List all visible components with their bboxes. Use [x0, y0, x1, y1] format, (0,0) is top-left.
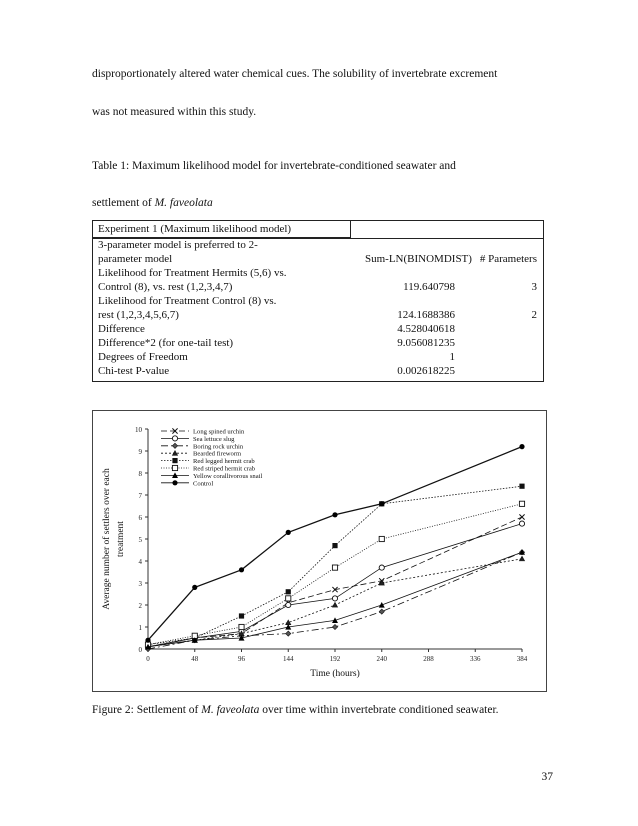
data-point-bearded-fireworm — [519, 556, 524, 561]
table-col-header-params: # Parameters — [479, 253, 537, 265]
x-tick-label: 336 — [470, 655, 481, 663]
table-caption-line-2 — [92, 197, 213, 209]
y-tick-label: 0 — [138, 646, 142, 654]
legend-marker-control — [172, 480, 177, 485]
table-row-2-label-1: Likelihood for Treatment Hermits (5,6) vs. — [98, 267, 287, 279]
data-point-control — [379, 501, 384, 506]
figure-caption-prefix: Figure 2: Settlement of — [92, 704, 202, 716]
legend-label-control: Control — [193, 480, 214, 488]
data-point-red-striped-hermit-crab — [286, 596, 291, 601]
legend-label-boring-rock-urchin: Boring rock urchin — [193, 443, 244, 451]
x-tick-label: 96 — [238, 655, 245, 663]
table-row-6-label: Degrees of Freedom — [98, 351, 188, 363]
table-row-3-params: 2 — [531, 309, 537, 321]
data-point-red-striped-hermit-crab — [239, 624, 244, 629]
legend-label-red-legged-hermit-crab: Red legged hermit crab — [193, 458, 255, 466]
data-point-red-striped-hermit-crab — [519, 501, 524, 506]
table-caption-prefix: settlement of — [92, 197, 155, 209]
table-row-7-sum: 0.002618225 — [397, 365, 455, 377]
x-tick-label: 240 — [376, 655, 387, 663]
series-line-red-striped-hermit-crab — [148, 504, 522, 645]
table-row-1-label-2: parameter model — [98, 253, 173, 265]
y-tick-label: 5 — [138, 536, 142, 544]
table-row-3-sum: 124.1688386 — [397, 309, 455, 321]
y-tick-label: 10 — [135, 426, 142, 434]
data-point-red-legged-hermit-crab — [286, 589, 291, 594]
data-point-yellow-corallivorous-snail — [332, 617, 338, 623]
data-point-long-spined-urchin — [519, 514, 524, 519]
table-row-5-label: Difference*2 (for one-tail test) — [98, 337, 234, 349]
data-point-control — [192, 585, 197, 590]
data-point-control — [519, 444, 524, 449]
data-point-boring-rock-urchin — [379, 609, 384, 614]
table-row-3-label-1: Likelihood for Treatment Control (8) vs. — [98, 295, 277, 307]
y-tick-label: 4 — [138, 558, 142, 566]
x-tick-label: 384 — [516, 655, 528, 663]
table-row-1-label-1: 3-parameter model is preferred to 2- — [98, 239, 258, 251]
data-point-boring-rock-urchin — [332, 624, 337, 629]
table-header-cell — [93, 221, 351, 238]
x-axis-label: Time (hours) — [310, 669, 360, 679]
data-point-yellow-corallivorous-snail — [379, 602, 385, 608]
table-row-3-label-2: rest (1,2,3,4,5,6,7) — [98, 309, 179, 321]
data-point-bearded-fireworm — [332, 602, 337, 607]
table-header: Experiment 1 (Maximum likelihood model) — [98, 223, 292, 235]
legend-marker-red-legged-hermit-crab — [172, 458, 177, 463]
figure-caption-suffix: over time within invertebrate conditioned seawater. — [259, 704, 499, 716]
data-point-sea-lettuce-slug — [286, 602, 291, 607]
figure-caption-species: M. faveolata — [201, 704, 260, 716]
legend-label-sea-lettuce-slug: Sea lettuce slug — [193, 435, 235, 443]
data-point-red-legged-hermit-crab — [519, 484, 524, 489]
data-point-red-legged-hermit-crab — [239, 613, 244, 618]
y-axis-label-line-2: treatment — [116, 521, 126, 557]
x-tick-label: 48 — [191, 655, 199, 663]
data-point-control — [145, 638, 150, 643]
table-row-4-sum: 4.528040618 — [397, 323, 455, 335]
legend-label-yellow-corallivorous-snail: Yellow corallivorous snail — [193, 472, 263, 480]
data-point-sea-lettuce-slug — [519, 521, 524, 526]
data-point-control — [239, 567, 244, 572]
table-row-6-sum: 1 — [449, 351, 455, 363]
legend-label-bearded-fireworm: Bearded fireworm — [193, 450, 242, 458]
settlement-chart-frame — [92, 410, 547, 692]
body-text-line-1: disproportionately altered water chemical cues. The solubility of invertebrate excrement — [92, 68, 498, 80]
y-tick-label: 3 — [138, 580, 142, 588]
x-tick-label: 0 — [146, 655, 150, 663]
data-point-sea-lettuce-slug — [379, 565, 384, 570]
table-caption-species: M. faveolata — [154, 197, 213, 209]
data-point-red-striped-hermit-crab — [332, 565, 337, 570]
settlement-chart — [93, 411, 546, 691]
x-tick-label: 288 — [423, 655, 434, 663]
data-point-control — [286, 530, 291, 535]
page-number: 37 — [541, 771, 553, 783]
y-tick-label: 2 — [138, 602, 142, 610]
y-tick-label: 9 — [138, 448, 142, 456]
table-row-4-label: Difference — [98, 323, 145, 335]
legend-label-red-striped-hermit-crab: Red striped hermit crab — [193, 465, 256, 473]
figure-caption — [92, 704, 499, 716]
data-point-control — [332, 512, 337, 517]
x-tick-label: 192 — [329, 655, 341, 663]
y-tick-label: 6 — [138, 514, 142, 522]
legend-marker-red-striped-hermit-crab — [172, 465, 177, 470]
table-col-header-sum: Sum-LN(BINOMDIST) — [365, 253, 472, 265]
table-row-5-sum: 9.056081235 — [397, 337, 455, 349]
legend-marker-boring-rock-urchin — [172, 443, 177, 448]
table-row-7-label: Chi-test P-value — [98, 365, 170, 377]
legend-marker-sea-lettuce-slug — [172, 436, 177, 441]
x-tick-label: 144 — [283, 655, 294, 663]
data-point-red-legged-hermit-crab — [332, 543, 337, 548]
body-text-line-2: was not measured within this study. — [92, 106, 257, 118]
likelihood-table — [92, 220, 544, 382]
table-caption-line-1: Table 1: Maximum likelihood model for invertebrate-conditioned seawater and — [92, 160, 456, 172]
y-tick-label: 1 — [138, 624, 142, 632]
table-row-2-sum: 119.640798 — [403, 281, 455, 293]
data-point-boring-rock-urchin — [286, 631, 291, 636]
table-row-2-params: 3 — [531, 281, 537, 293]
y-tick-label: 7 — [138, 492, 142, 500]
table-row-2-label-2: Control (8), vs. rest (1,2,3,4,7) — [98, 281, 233, 293]
y-axis-label: Average number of settlers over each — [102, 468, 112, 610]
y-tick-label: 8 — [138, 470, 142, 478]
data-point-red-striped-hermit-crab — [379, 536, 384, 541]
legend-label-long-spined-urchin: Long spined urchin — [193, 428, 245, 436]
data-point-sea-lettuce-slug — [332, 596, 337, 601]
